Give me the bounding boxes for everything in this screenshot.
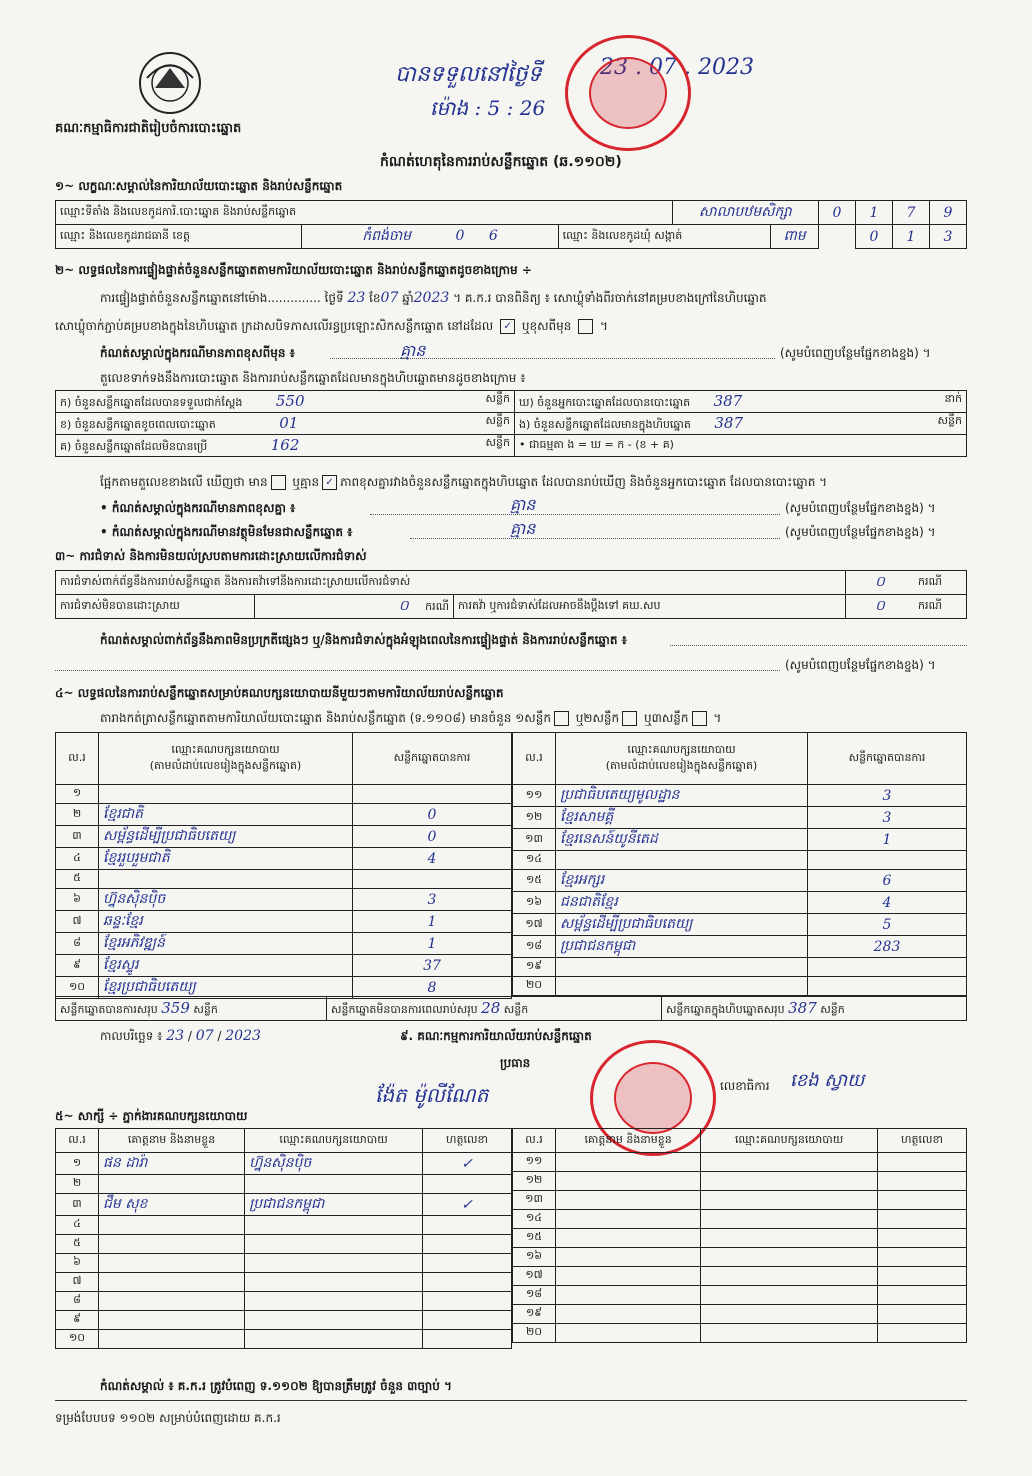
- received-time: ម៉ោង : 5 : 26: [430, 96, 546, 120]
- witness-party: [701, 1324, 878, 1343]
- appeal-unit: ករណី: [914, 595, 967, 619]
- party-name: ហ្វ៊ុនស៊ិនប៉ិច: [99, 889, 353, 911]
- complaints-table: [55, 570, 967, 619]
- has-diff-checkbox[interactable]: [271, 475, 286, 490]
- witness-signature: [878, 1286, 967, 1305]
- row-no: ២០: [513, 1324, 556, 1343]
- party-name: សម្ព័ន្ធដើម្បីប្រជាធិបតេយ្យ: [99, 826, 353, 848]
- party-votes: 3: [808, 807, 967, 829]
- witness-row: [56, 1216, 512, 1235]
- witness-row: [56, 1153, 512, 1175]
- witness-party: [245, 1330, 423, 1349]
- party-name: ខ្មែរប្រជាធិបតេយ្យ: [99, 977, 353, 999]
- figures-intro: តួលេខទាក់ទងនឹងការបោះឆ្នោត និងការរាប់សន្លឹកឆ្នោតដែលមានក្នុងហិបឆ្នោតមានដូចខាងក្រោម ៖: [100, 371, 526, 385]
- witness-party: [245, 1235, 423, 1254]
- col-party: ឈ្មោះគណបក្សនយោបាយ: [701, 1129, 878, 1153]
- fill-note-2: (សូមបំពេញបន្ថែមផ្នែកខាងខ្នង) ។: [785, 501, 936, 515]
- witness-row: [513, 1324, 967, 1343]
- col-votes: សន្លឹកឆ្នោតបានការ: [808, 733, 967, 785]
- witness-party: [701, 1172, 878, 1191]
- witness-name: [556, 1267, 701, 1286]
- commune-digit-1: 0: [856, 225, 893, 249]
- witness-name: [99, 1254, 245, 1273]
- col-no: ល.រ: [56, 733, 99, 785]
- witness-name: [556, 1286, 701, 1305]
- final-note: កំណត់សម្គាល់ ៖ គ.ក.រ ត្រូវបំពេញ ទ.១១០២ ឱ្យបានត្រឹមត្រូវ ចំនួន ៣ច្បាប់ ។: [100, 1379, 452, 1393]
- form-title: កំណត់ហេតុនៃការរាប់សន្លឹកឆ្នោត (ឆ.១១០២): [380, 154, 622, 170]
- appeal-value: ០: [846, 595, 915, 619]
- col-name: គោត្តនាម និងនាមខ្លួន: [99, 1129, 245, 1153]
- party-name: [556, 977, 808, 996]
- results-table-left: [55, 732, 512, 999]
- party-name: ប្រជាជនកម្ពុជា: [556, 936, 808, 958]
- witness-party: [701, 1305, 878, 1324]
- chair-signature: ង៉ែត ម៉ូលីណែត: [375, 1083, 489, 1107]
- results-row: [56, 848, 512, 870]
- witness-name: [556, 1229, 701, 1248]
- row-no: ១៨: [513, 936, 556, 958]
- party-votes: 0: [353, 826, 512, 848]
- row-no: ៥: [56, 870, 99, 889]
- witness-name: [99, 1273, 245, 1292]
- party-name: ឆន្ទៈខ្មែរ: [99, 911, 353, 933]
- row-no: ១២: [513, 1172, 556, 1191]
- results-row: [513, 807, 967, 829]
- row-no: ២: [56, 1175, 99, 1194]
- row-no: ៧: [56, 911, 99, 933]
- row-no: ៣: [56, 826, 99, 848]
- object-remark-line: [410, 538, 780, 539]
- box-ballots: ង) ចំនួនសន្លឹកឆ្នោតដែលមានក្នុងហិបឆ្នោត 387 សន្លឹក: [515, 413, 967, 435]
- witness-party: [245, 1311, 423, 1330]
- row-no: ៩: [56, 955, 99, 977]
- total-valid: សន្លឹកឆ្នោតបានការសរុប 359 សន្លឹក: [56, 997, 327, 1021]
- results-row: [513, 977, 967, 996]
- party-name: ជនជាតិខ្មែរ: [556, 892, 808, 914]
- party-name: ខ្មែរអក្សរ: [556, 870, 808, 892]
- witness-row: [513, 1248, 967, 1267]
- party-votes: 5: [808, 914, 967, 936]
- results-row: [513, 785, 967, 807]
- verify-line: ការផ្ទៀងផ្ទាត់ចំនួនសន្លឹកឆ្នោតនៅម៉ោង.............. ថ្ងៃទី 23 ខែ07 ឆ្នាំ2023 ។ គ.ក.រ បានពិនិត្យ ៖ សោឃ្លុំទាំងពីរចាក់នៅគម្របខាងក្រៅនៃហិបឆ្នោត: [100, 290, 767, 306]
- location-value: សាលាបឋមសិក្សា: [672, 201, 818, 225]
- row-no: ៤: [56, 1216, 99, 1235]
- commune-value: ពាម: [771, 225, 819, 249]
- received-note: បានទទួលនៅថ្ងៃទី: [395, 62, 542, 87]
- diff-remark-value: គ្មាន: [510, 495, 536, 514]
- object-remark-label: • កំណត់សម្គាល់ក្នុងករណីមានវត្ថុមិនមែនជាសន្លឹកឆ្នោត ៖: [100, 525, 353, 539]
- section1-table: [55, 200, 967, 249]
- witness-table-right: [512, 1128, 967, 1343]
- witness-row: [56, 1175, 512, 1194]
- witness-party: [701, 1229, 878, 1248]
- location-label: ឈ្មោះទីតាំង និងលេខកូដការិ.បោះឆ្នោត និងរាប់សន្លឹកឆ្នោត: [56, 201, 673, 225]
- results-row: [56, 911, 512, 933]
- row-no: ៨: [56, 933, 99, 955]
- changed-checkbox[interactable]: [578, 319, 593, 334]
- unresolved-value: ០ ករណី: [255, 595, 454, 619]
- section5-heading: ៥~ សាក្សី ÷ ភ្នាក់ងារគណបក្សនយោបាយ: [55, 1109, 248, 1123]
- fill-note-1: (សូមបំពេញបន្ថែមផ្នែកខាងខ្នង) ។: [780, 346, 931, 360]
- witness-row: [513, 1229, 967, 1248]
- party-votes: [353, 785, 512, 804]
- party-votes: [808, 958, 967, 977]
- col-party: ឈ្មោះគណបក្សនយោបាយ (តាមលំដាប់លេខរៀងក្នុងសន្លឹកឆ្នោត): [556, 733, 808, 785]
- row-no: ១: [56, 1153, 99, 1175]
- complaints-value: ០: [846, 571, 915, 595]
- witness-signature: [878, 1153, 967, 1172]
- witness-name: [556, 1210, 701, 1229]
- party-votes: 4: [353, 848, 512, 870]
- complaints-label: ការជំទាស់ពាក់ព័ន្ធនឹងការរាប់សន្លឹកឆ្នោត និងការតវ៉ាទៅនឹងការដោះស្រាយលើការជំទាស់: [56, 571, 846, 595]
- party-votes: [808, 977, 967, 996]
- witness-name: [99, 1311, 245, 1330]
- received-ballots: ក) ចំនួនសន្លឹកឆ្នោតដែលបានទទួលជាក់ស្តែង 550 សន្លឹក: [56, 391, 515, 413]
- witness-row: [513, 1191, 967, 1210]
- received-date: 23 . 07 . 2023: [600, 55, 754, 80]
- party-votes: 6: [808, 870, 967, 892]
- witness-signature: ✓: [423, 1194, 512, 1216]
- party-name: ប្រជាធិបតេយ្យមូលដ្ឋាន: [556, 785, 808, 807]
- official-stamp-top: [565, 35, 691, 151]
- witness-row: [513, 1286, 967, 1305]
- witness-name: [556, 1324, 701, 1343]
- party-votes: 4: [808, 892, 967, 914]
- party-name: ខ្មែរអភិវឌ្ឍន៍: [99, 933, 353, 955]
- witness-name: [99, 1330, 245, 1349]
- row-no: ២០: [513, 977, 556, 996]
- witness-party: ប្រជាជនកម្ពុជា: [245, 1194, 423, 1216]
- row-no: ៨: [56, 1292, 99, 1311]
- witness-party: [701, 1248, 878, 1267]
- witness-signature: [878, 1324, 967, 1343]
- witness-name: [99, 1216, 245, 1235]
- party-name: ខ្មែរស្ទូរ: [99, 955, 353, 977]
- col-sig: ហត្ថលេខា: [423, 1129, 512, 1153]
- col-votes: សន្លឹកឆ្នោតបានការ: [353, 733, 512, 785]
- no-diff-checkbox[interactable]: ✓: [322, 475, 337, 490]
- results-row: [56, 933, 512, 955]
- diff-note-label: កំណត់សម្គាល់ក្នុងករណីមានភាពខុសពីមុន ៖: [100, 346, 295, 360]
- irregularity-line-2: [55, 670, 780, 671]
- row-no: ៧: [56, 1273, 99, 1292]
- witness-row: [56, 1254, 512, 1273]
- unused-ballots: គ) ចំនួនសន្លឹកឆ្នោតដែលមិនបានប្រើ 162 សន្លឹក: [56, 435, 515, 457]
- party-name: [556, 958, 808, 977]
- row-no: ១៦: [513, 1248, 556, 1267]
- row-no: ១០: [56, 977, 99, 999]
- formula: • ជាធម្មតា ង = ឃ = ក - (ខ + គ): [515, 435, 967, 457]
- witness-party: ហ្វ៊ុនស៊ិនប៉ិច: [245, 1153, 423, 1175]
- row-no: ១៣: [513, 1191, 556, 1210]
- witness-party: [701, 1267, 878, 1286]
- row-no: ១២: [513, 807, 556, 829]
- row-no: ១: [56, 785, 99, 804]
- party-votes: 1: [808, 829, 967, 851]
- witness-signature: [423, 1216, 512, 1235]
- section3-heading: ៣~ ការជំទាស់ និងការមិនយល់ស្របតាមការដោះស្រាយលើការជំទាស់: [55, 549, 367, 563]
- party-name: ខ្មែរសាមគ្គី: [556, 807, 808, 829]
- results-row: [513, 958, 967, 977]
- witness-name: [556, 1248, 701, 1267]
- results-row: [513, 892, 967, 914]
- witness-row: [56, 1292, 512, 1311]
- one-sheet-checkbox[interactable]: [554, 711, 569, 726]
- party-votes: 1: [353, 911, 512, 933]
- diff-remark-label: • កំណត់សម្គាល់ក្នុងករណីមានភាពខុសគ្នា ៖: [100, 501, 296, 515]
- witness-signature: [423, 1311, 512, 1330]
- row-no: ១០: [56, 1330, 99, 1349]
- witness-signature: ✓: [423, 1153, 512, 1175]
- chair-label: ប្រធាន: [500, 1056, 531, 1070]
- party-votes: 3: [808, 785, 967, 807]
- irregularity-line-1: [670, 645, 967, 646]
- witness-row: [513, 1267, 967, 1286]
- witness-name: [556, 1305, 701, 1324]
- witness-row: [513, 1172, 967, 1191]
- witness-party: [701, 1191, 878, 1210]
- fill-note-3: (សូមបំពេញបន្ថែមផ្នែកខាងខ្នង) ។: [785, 525, 936, 539]
- results-row: [513, 914, 967, 936]
- witness-signature: [878, 1267, 967, 1286]
- witness-party: [245, 1292, 423, 1311]
- province-label: ឈ្មោះ និងលេខកូដរាជធានី ខេត្ត: [56, 225, 302, 249]
- section2-heading: ២~ លទ្ធផលនៃការផ្ទៀងផ្ទាត់ចំនួនសន្លឹកឆ្នោតតាមការិយាល័យបោះឆ្នោត និងរាប់សន្លឹកឆ្នោតដូចខាងក្រោម ÷: [55, 263, 532, 277]
- figures-table: [55, 390, 967, 457]
- witness-name: [556, 1191, 701, 1210]
- object-remark-value: គ្មាន: [510, 519, 536, 538]
- results-row: [513, 870, 967, 892]
- row-no: ៦: [56, 889, 99, 911]
- party-votes: 37: [353, 955, 512, 977]
- secretary-label: លេខាធិការ: [720, 1079, 770, 1093]
- witness-row: [56, 1235, 512, 1254]
- party-votes: 0: [353, 804, 512, 826]
- province-value: កំពង់ចាម 0 6: [302, 225, 558, 249]
- sign-date: កាលបរិច្ឆេទ ៖ 23 / 07 / 2023: [100, 1028, 261, 1044]
- party-name: ខ្មែរជាតិ: [99, 804, 353, 826]
- results-row: [56, 955, 512, 977]
- witness-row: [56, 1194, 512, 1216]
- witness-signature: [878, 1248, 967, 1267]
- commune-digit-2: 1: [893, 225, 930, 249]
- row-no: ១៥: [513, 870, 556, 892]
- witness-signature: [878, 1191, 967, 1210]
- witness-signature: [423, 1175, 512, 1194]
- witness-row: [56, 1273, 512, 1292]
- results-row: [513, 851, 967, 870]
- location-digit-2: 1: [856, 201, 893, 225]
- row-no: ៩: [56, 1311, 99, 1330]
- party-name: សម្ព័ន្ធដើម្បីប្រជាធិបតេយ្យ: [556, 914, 808, 936]
- witness-name: [99, 1175, 245, 1194]
- section4-heading: ៤~ លទ្ធផលនៃការរាប់សន្លឹកឆ្នោតសម្រាប់គណបក្សនយោបាយនីមួយៗតាមការិយាល័យរាប់សន្លឹកឆ្នោត: [55, 686, 504, 700]
- party-name: [556, 851, 808, 870]
- party-votes: 283: [808, 936, 967, 958]
- witness-row: [513, 1153, 967, 1172]
- witness-signature: [878, 1172, 967, 1191]
- row-no: ២: [56, 804, 99, 826]
- diff-note-line: [330, 358, 775, 359]
- witness-row: [56, 1311, 512, 1330]
- witness-name: [99, 1292, 245, 1311]
- row-no: ១៩: [513, 1305, 556, 1324]
- results-table-right: [512, 732, 967, 996]
- results-row: [56, 889, 512, 911]
- diff-note-value: គ្មាន: [400, 341, 426, 360]
- results-row: [56, 804, 512, 826]
- row-no: ៤: [56, 848, 99, 870]
- irregularity-note: កំណត់សម្គាល់ពាក់ព័ន្ធនឹងភាពមិនប្រក្រតីផ្សេងៗ ឬ/និងការជំទាស់ក្នុងអំឡុងពេលនៃការផ្ទៀងផ្ទាត់ និងការរាប់សន្លឹកឆ្នោត ៖: [100, 633, 627, 647]
- col-party: ឈ្មោះគណបក្សនយោបាយ: [245, 1129, 423, 1153]
- party-name: ខ្មែររួបរួមជាតិ: [99, 848, 353, 870]
- witness-name: [99, 1235, 245, 1254]
- totals-table: [55, 996, 967, 1021]
- same-checkbox[interactable]: ✓: [500, 319, 515, 334]
- witness-name: ជឹម សុខ: [99, 1194, 245, 1216]
- row-no: ១៨: [513, 1286, 556, 1305]
- three-sheet-checkbox[interactable]: [692, 711, 707, 726]
- total-box: សន្លឹកឆ្នោតក្នុងហិបឆ្នោតសរុប 387 សន្លឹក: [661, 997, 966, 1021]
- commune-digit-3: 3: [930, 225, 967, 249]
- row-no: ៦: [56, 1254, 99, 1273]
- witness-party: [245, 1175, 423, 1194]
- witness-signature: [423, 1292, 512, 1311]
- witness-party: [245, 1273, 423, 1292]
- witness-signature: [878, 1210, 967, 1229]
- fill-note-4: (សូមបំពេញបន្ថែមផ្នែកខាងខ្នង) ។: [785, 658, 936, 672]
- diff-remark-line: [370, 514, 780, 515]
- col-sig: ហត្ថលេខា: [878, 1129, 967, 1153]
- party-name: [99, 870, 353, 889]
- section1-heading: ១~ លក្ខណៈសម្គាល់នៃការិយាល័យបោះឆ្នោត និងរាប់សន្លឹកឆ្នោត: [55, 179, 343, 193]
- witness-name: ផន ដារ៉ា: [99, 1153, 245, 1175]
- row-no: ១៤: [513, 851, 556, 870]
- appeal-label: ការតវ៉ា ឬការជំទាស់ដែលអាចនឹងប្តឹងទៅ គឃ.សប: [454, 595, 846, 619]
- col-no: ល.រ: [513, 733, 556, 785]
- party-votes: [808, 851, 967, 870]
- spoiled-ballots: ខ) ចំនួនសន្លឹកឆ្នោតខូចពេលបោះឆ្នោត 01 សន្លឹក: [56, 413, 515, 435]
- results-row: [56, 870, 512, 889]
- witness-signature: [878, 1305, 967, 1324]
- row-no: ១៥: [513, 1229, 556, 1248]
- commune-label: ឈ្មោះ និងលេខកូដឃុំ សង្កាត់: [558, 225, 770, 249]
- party-name: [99, 785, 353, 804]
- difference-line: ផ្អែកតាមតួលេខខាងលើ ឃើញថា មាន ឬគ្មាន ✓ ភាពខុសគ្នារវាងចំនួនសន្លឹកឆ្នោតក្នុងហិបឆ្នោត ដែលបានរាប់ឃើញ និងចំនួនអ្នកបោះឆ្នោត ដែលបានបោះឆ្នោត ។: [100, 475, 828, 489]
- col-name: គោត្តនាម និងនាមខ្លួន: [556, 1129, 701, 1153]
- total-invalid: សន្លឹកឆ្នោតមិនបានការពេលរាប់សរុប 28 សន្លឹក: [327, 997, 662, 1021]
- row-no: ១៣: [513, 829, 556, 851]
- row-no: ១៤: [513, 1210, 556, 1229]
- location-digit-4: 9: [930, 201, 967, 225]
- party-name: ខ្មែរនេសន៍យូនីតេដ: [556, 829, 808, 851]
- location-digit-1: 0: [819, 201, 856, 225]
- results-row: [56, 826, 512, 848]
- party-votes: 8: [353, 977, 512, 999]
- seal-line: សោឃ្លុំចាក់ភ្ជាប់គម្របខាងក្នុងនៃហិបឆ្នោត ក្រដាសបិទភាសលើរន្ធប្រឡោះសិកសន្លឹកឆ្នោត នៅដដែល ✓ ឬខុសពីមុន ។: [55, 319, 608, 333]
- location-digit-3: 7: [893, 201, 930, 225]
- results-row: [56, 785, 512, 804]
- col-no: ល.រ: [56, 1129, 99, 1153]
- party-votes: 3: [353, 889, 512, 911]
- party-votes: [353, 870, 512, 889]
- witness-party: [701, 1286, 878, 1305]
- org-name: គណៈកម្មាធិការជាតិរៀបចំការបោះឆ្នោត: [55, 121, 242, 136]
- col-no: ល.រ: [513, 1129, 556, 1153]
- tally-intro: តារាងកត់ត្រាសន្លឹកឆ្នោតតាមការិយាល័យបោះឆ្នោត និងរាប់សន្លឹកឆ្នោត (ទ.១១០៨) មានចំនួន ១សន្លឹក ឬ២សន្លឹក ឬ៣សន្លឹក ។: [100, 711, 722, 725]
- witness-party: [245, 1254, 423, 1273]
- form-footer: ទម្រង់បែបបទ ១១០២ សម្រាប់បំពេញដោយ គ.ក.រ: [55, 1411, 281, 1425]
- complaints-unit: ករណី: [914, 571, 967, 595]
- party-votes: 1: [353, 933, 512, 955]
- committee-label: ៩. គណៈកម្មការការិយាល័យរាប់សន្លឹកឆ្នោត: [400, 1029, 592, 1043]
- witness-signature: [423, 1235, 512, 1254]
- row-no: ១៧: [513, 914, 556, 936]
- witness-row: [513, 1305, 967, 1324]
- witness-signature: [878, 1229, 967, 1248]
- witness-name: [556, 1172, 701, 1191]
- row-no: ៣: [56, 1194, 99, 1216]
- row-no: ១៩: [513, 958, 556, 977]
- voters-count: ឃ) ចំនួនអ្នកបោះឆ្នោតដែលបានបោះឆ្នោត 387 នាក់: [515, 391, 967, 413]
- row-no: ១១: [513, 785, 556, 807]
- witness-signature: [423, 1254, 512, 1273]
- results-row: [513, 829, 967, 851]
- witness-signature: [423, 1273, 512, 1292]
- witness-row: [513, 1210, 967, 1229]
- secretary-signature: ខេង ស្វាយ: [790, 1070, 865, 1091]
- witness-row: [56, 1330, 512, 1349]
- witness-name: [556, 1153, 701, 1172]
- witness-table-left: [55, 1128, 512, 1349]
- row-no: ៥: [56, 1235, 99, 1254]
- nec-logo: [135, 48, 205, 118]
- witness-party: [701, 1210, 878, 1229]
- row-no: ១១: [513, 1153, 556, 1172]
- witness-party: [701, 1153, 878, 1172]
- row-no: ១៧: [513, 1267, 556, 1286]
- witness-signature: [423, 1330, 512, 1349]
- unresolved-label: ការជំទាស់មិនបានដោះស្រាយ: [56, 595, 255, 619]
- witness-party: [245, 1216, 423, 1235]
- col-party: ឈ្មោះគណបក្សនយោបាយ (តាមលំដាប់លេខរៀងក្នុងសន្លឹកឆ្នោត): [99, 733, 353, 785]
- footer-divider: [55, 1400, 967, 1401]
- two-sheet-checkbox[interactable]: [622, 711, 637, 726]
- results-row: [513, 936, 967, 958]
- row-no: ១៦: [513, 892, 556, 914]
